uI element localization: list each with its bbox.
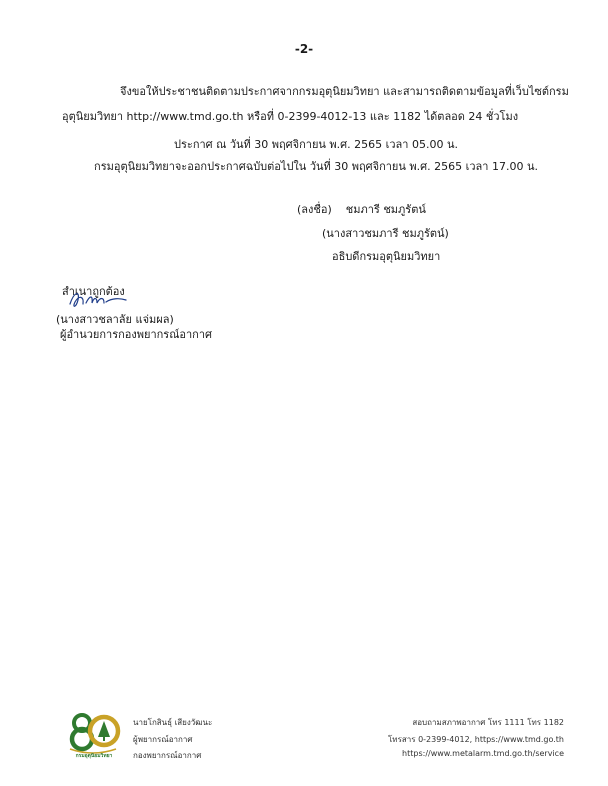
announcement-date: ประกาศ ณ วันที่ 30 พฤศจิกายน พ.ศ. 2565 เวลา 05.00 น. [174, 138, 458, 151]
footer-contact-fax-web[interactable]: โทรสาร 0-2399-4012, https://www.tmd.go.th [388, 735, 564, 744]
certified-copy-position: ผู้อำนวยการกองพยากรณ์อากาศ [60, 328, 213, 341]
body-paragraph-line-1: จึงขอให้ประชาชนติดตามประกาศจากกรมอุตุนิยมวิทยา และสามารถติดตามข้อมูลที่เว็บไซต์กรม [120, 85, 569, 98]
logo-caption: กรมอุตุนิยมวิทยา [75, 753, 113, 759]
signer-name: ชมภารี ชมภูรัตน์ [345, 203, 426, 216]
body-paragraph-line-2: อุตุนิยมวิทยา http://www.tmd.go.th หรือที่ 0-2399-4012-13 และ 1182 ได้ตลอด 24 ชั่วโมง [62, 110, 519, 123]
page-number: -2- [294, 42, 314, 56]
footer-forecaster-name: นายโกสินธุ์ เสียงวัฒนะ [133, 718, 213, 727]
signature-line [297, 200, 426, 218]
certified-copy-label: สำเนาถูกต้อง [62, 285, 125, 298]
signer-position: อธิบดีกรมอุตุนิยมวิทยา [332, 250, 441, 263]
signed-label: (ลงชื่อ) [297, 203, 332, 216]
footer-service-link[interactable]: https://www.metalarm.tmd.go.th/service [402, 749, 564, 758]
footer-forecaster-title: ผู้พยากรณ์อากาศ [133, 735, 193, 744]
next-announcement: กรมอุตุนิยมวิทยาจะออกประกาศฉบับต่อไปใน วันที่ 30 พฤศจิกายน พ.ศ. 2565 เวลา 17.00 น. [94, 160, 538, 173]
footer-forecaster-division: กองพยากรณ์อากาศ [133, 751, 202, 760]
handwritten-signature [66, 286, 130, 312]
certified-copy-name: (นางสาวชลาลัย แจ่มผล) [56, 313, 174, 326]
footer-contact-phone: สอบถามสภาพอากาศ โทร 1111 โทร 1182 [412, 718, 564, 727]
signer-full-name: (นางสาวชมภารี ชมภูรัตน์) [322, 227, 449, 240]
